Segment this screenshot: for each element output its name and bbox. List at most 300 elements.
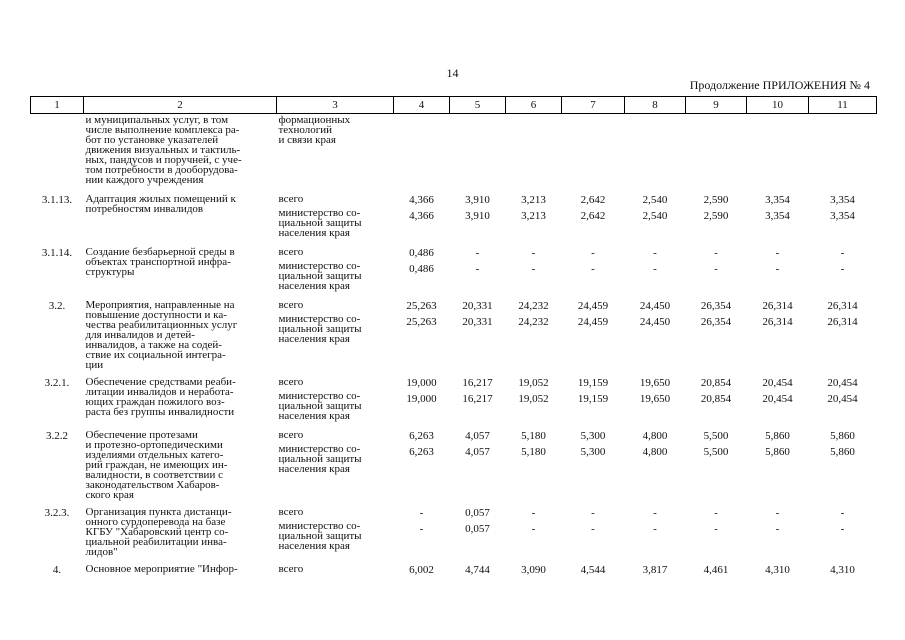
value: - <box>714 523 718 535</box>
row-name-line: ствие их социальной интегра- <box>85 349 226 361</box>
header-cell: 5 <box>450 97 506 114</box>
value-cell <box>747 193 809 240</box>
value: 4,310 <box>765 564 790 576</box>
table-body <box>31 114 877 583</box>
row-name-line: Мероприятия, направленные на <box>85 299 235 311</box>
row-name-line: циальной реабилитации инва- <box>85 536 227 548</box>
row-name <box>84 429 277 500</box>
value-cell <box>625 506 686 557</box>
executor-line: циальной защиты <box>278 400 362 412</box>
value: 5,300 <box>580 430 606 442</box>
row-spacer <box>31 576 877 582</box>
executor-entry <box>279 564 392 574</box>
row-name-line: ных, пандусов и поручней, с уче- <box>85 154 242 166</box>
row-name-line: Адаптация жилых помещений к <box>85 193 236 205</box>
budget-table <box>30 96 877 582</box>
value-cell <box>625 193 686 240</box>
row-name-line: числе выполнение комплекса ра- <box>85 124 240 136</box>
value-cell <box>450 376 506 423</box>
row-name-line: и муниципальных услуг, в том <box>85 114 229 126</box>
row-name-line: объектах транспортной инфра- <box>85 256 231 268</box>
value: 20,854 <box>700 393 732 405</box>
value-cell <box>686 563 747 576</box>
value: - <box>775 247 780 259</box>
row-number: 3.1.14. <box>41 247 73 259</box>
value-cell <box>506 246 562 293</box>
value-cell <box>450 114 506 186</box>
header-cell: 7 <box>562 97 625 114</box>
value-cell <box>747 299 809 370</box>
value: - <box>840 507 845 519</box>
header-cell: 6 <box>506 97 562 114</box>
value-cell <box>450 299 506 370</box>
value: 3,213 <box>521 210 546 222</box>
executor-line: и связи края <box>278 134 336 146</box>
value: 19,650 <box>639 377 671 389</box>
executor-line: населения края <box>278 280 350 292</box>
value-cell <box>394 193 450 240</box>
header-cell: 1 <box>31 97 84 114</box>
row-name-line: ции <box>85 359 104 371</box>
value: 20,454 <box>827 393 858 405</box>
value <box>564 115 623 145</box>
value: 2,642 <box>580 210 606 222</box>
header-cell: 11 <box>809 97 877 114</box>
executor-line: циальной защиты <box>278 270 362 282</box>
value: 4,800 <box>642 446 668 458</box>
value: 24,232 <box>518 316 549 328</box>
row-name-line: том потребности в дооборудова- <box>85 164 238 176</box>
value: - <box>475 263 480 275</box>
value: 0,486 <box>409 247 434 259</box>
value: 19,000 <box>406 393 437 405</box>
value-cell <box>506 114 562 186</box>
table-row <box>31 506 877 557</box>
value: 2,590 <box>703 194 729 206</box>
value: 20,454 <box>762 393 793 405</box>
row-number: 3.2.3. <box>44 507 70 519</box>
table-row <box>31 563 877 576</box>
value-cell <box>809 506 877 557</box>
value: - <box>840 523 845 535</box>
value: - <box>531 507 536 519</box>
value: 26,314 <box>827 300 858 312</box>
row-name-line: валидности, в соответствии с <box>85 469 223 481</box>
table-row <box>31 429 877 500</box>
value: 16,217 <box>462 393 493 405</box>
value: 24,450 <box>639 300 671 312</box>
value: - <box>775 263 780 275</box>
page-number: 14 <box>446 66 459 80</box>
value: 19,000 <box>406 377 437 389</box>
value: 24,232 <box>518 300 549 312</box>
value-cell <box>625 114 686 186</box>
value-cell <box>747 429 809 500</box>
value <box>811 115 875 145</box>
executor-entry <box>279 300 392 310</box>
executor-line: всего <box>278 299 304 311</box>
value-cell <box>506 299 562 370</box>
value: 3,090 <box>521 564 546 576</box>
row-name-line: литации инвалидов и неработа- <box>85 386 234 398</box>
header-cell: 9 <box>686 97 747 114</box>
executor-line: населения края <box>278 410 350 422</box>
row-name-line: Основное мероприятие "Инфор- <box>85 563 238 575</box>
executor-cell <box>277 193 394 240</box>
value: 6,263 <box>409 430 434 442</box>
row-number: 3.1.13. <box>41 194 73 206</box>
row-name-line: изделиями отдельных катего- <box>85 449 224 461</box>
row-name-line: лидов" <box>85 546 118 558</box>
executor-entry <box>279 391 392 421</box>
executor-cell <box>277 429 394 500</box>
executor-entry <box>279 521 392 551</box>
value: 5,860 <box>765 446 790 458</box>
value: 4,544 <box>580 564 606 576</box>
value: 5,180 <box>521 446 546 458</box>
value: 4,310 <box>830 564 855 576</box>
value: 6,263 <box>409 446 434 458</box>
executor-line: министерство со- <box>278 390 361 402</box>
value-cell <box>562 506 625 557</box>
value: 24,459 <box>577 316 609 328</box>
row-name-line: и протезно-ортопедическими <box>85 439 223 451</box>
value: 16,217 <box>462 377 493 389</box>
value-cell <box>686 506 747 557</box>
value: - <box>591 523 595 535</box>
value: - <box>591 263 595 275</box>
value: 5,860 <box>830 446 855 458</box>
value-cell <box>686 299 747 370</box>
value: 20,331 <box>462 316 493 328</box>
header-cell: 2 <box>84 97 277 114</box>
value: 25,263 <box>406 316 437 328</box>
executor-line: населения края <box>278 463 350 475</box>
value: 0,057 <box>465 523 490 535</box>
row-spacer-cell <box>31 576 877 582</box>
table-row <box>31 114 877 186</box>
row-name-line: Обеспечение протезами <box>85 429 198 441</box>
value-cell <box>809 563 877 576</box>
value-cell <box>562 299 625 370</box>
value-cell <box>686 193 747 240</box>
row-name-line: движения визуальных и тактиль- <box>85 144 241 156</box>
value-cell <box>450 246 506 293</box>
value: 4,366 <box>409 210 434 222</box>
value <box>508 115 560 145</box>
value: - <box>840 263 845 275</box>
value: 20,454 <box>762 377 793 389</box>
value-cell <box>450 193 506 240</box>
value: 3,213 <box>521 194 546 206</box>
value-cell <box>394 114 450 186</box>
executor-cell <box>277 246 394 293</box>
value-cell <box>686 376 747 423</box>
value-cell <box>562 376 625 423</box>
value: 2,590 <box>703 210 729 222</box>
value-cell <box>809 114 877 186</box>
value-cell <box>809 193 877 240</box>
row-name-line: Создание безбарьерной среды в <box>85 246 235 258</box>
executor-line: всего <box>278 246 304 258</box>
row-name-line: КГБУ "Хабаровский центр со- <box>85 526 229 538</box>
value <box>627 115 684 145</box>
value: - <box>714 263 718 275</box>
value-cell <box>747 506 809 557</box>
value: 19,052 <box>518 393 549 405</box>
value: 19,159 <box>577 377 609 389</box>
value-cell <box>450 506 506 557</box>
row-name-line: Организация пункта дистанци- <box>85 506 232 518</box>
row-name <box>84 246 277 293</box>
executor-entry <box>279 430 392 440</box>
executor-line: циальной защиты <box>278 217 362 229</box>
value: 4,744 <box>465 564 490 576</box>
header-cell: 4 <box>394 97 450 114</box>
value: 6,002 <box>409 564 434 576</box>
value-cell <box>809 429 877 500</box>
header-cell: 3 <box>277 97 394 114</box>
row-name <box>84 193 277 240</box>
table-row <box>31 193 877 240</box>
value: 24,450 <box>639 316 671 328</box>
value: 26,354 <box>700 316 732 328</box>
executor-line: населения края <box>278 227 350 239</box>
value-cell <box>394 506 450 557</box>
executor-entry <box>279 261 392 291</box>
executor-entry <box>279 115 392 145</box>
row-name-line: Обеспечение средствами реаби- <box>85 376 236 388</box>
value: 20,454 <box>827 377 858 389</box>
row-name-line: бот по установке указателей <box>85 134 219 146</box>
value-cell <box>506 376 562 423</box>
value-cell <box>809 299 877 370</box>
executor-line: министерство со- <box>278 313 361 325</box>
value: 20,854 <box>700 377 732 389</box>
value: 5,300 <box>580 446 606 458</box>
executor-entry <box>279 377 392 387</box>
executor-cell <box>277 114 394 186</box>
value-cell <box>747 563 809 576</box>
value: 0,486 <box>409 263 434 275</box>
executor-entry <box>279 507 392 517</box>
executor-line: населения края <box>278 540 350 552</box>
row-number: 3.2.2 <box>46 430 68 442</box>
executor-line: министерство со- <box>278 520 361 532</box>
row-name-line: инвалидов, а также на содей- <box>85 339 222 351</box>
value-cell <box>450 429 506 500</box>
row-name <box>84 299 277 370</box>
value: - <box>419 507 424 519</box>
value: 5,860 <box>765 430 790 442</box>
value: 19,052 <box>518 377 549 389</box>
executor-entry <box>279 314 392 344</box>
value: - <box>531 523 536 535</box>
continuation-title: Продолжение ПРИЛОЖЕНИЯ № 4 <box>689 78 870 92</box>
value-cell <box>394 246 450 293</box>
value: 5,500 <box>703 430 729 442</box>
value-cell <box>506 193 562 240</box>
value <box>688 115 745 145</box>
value: - <box>714 247 718 259</box>
row-name <box>84 376 277 423</box>
value: - <box>591 247 595 259</box>
value: - <box>653 507 657 519</box>
executor-entry <box>279 247 392 257</box>
value-cell <box>394 299 450 370</box>
value: 3,354 <box>830 210 855 222</box>
row-name-line: законодательством Хабаров- <box>85 479 220 491</box>
row-name-line: ющих граждан пожилого воз- <box>85 396 225 408</box>
value-cell <box>747 376 809 423</box>
value: 26,314 <box>762 316 793 328</box>
value: 19,650 <box>639 393 671 405</box>
value: 5,180 <box>521 430 546 442</box>
value-cell <box>747 114 809 186</box>
value: - <box>531 247 536 259</box>
value-cell <box>562 246 625 293</box>
executor-line: населения края <box>278 333 350 345</box>
header-row <box>31 97 877 114</box>
row-number <box>31 114 84 186</box>
executor-line: всего <box>278 429 304 441</box>
value: 2,540 <box>642 210 668 222</box>
row-name-line: для инвалидов и детей- <box>85 329 195 341</box>
executor-line: циальной защиты <box>278 530 362 542</box>
value: 20,331 <box>462 300 493 312</box>
value: 3,354 <box>765 210 790 222</box>
row-name <box>84 563 277 576</box>
row-number: 3.2.1. <box>44 377 70 389</box>
value: 2,540 <box>642 194 668 206</box>
executor-line: всего <box>278 506 304 518</box>
executor-line: министерство со- <box>278 207 361 219</box>
value: 3,910 <box>465 194 490 206</box>
row-name-line: чества реабилитационных услуг <box>85 319 238 331</box>
value-cell <box>809 246 877 293</box>
executor-line: всего <box>278 376 304 388</box>
executor-cell <box>277 299 394 370</box>
value: 26,314 <box>827 316 858 328</box>
executor-entry <box>279 194 392 204</box>
value: 3,817 <box>642 564 668 576</box>
value: 5,500 <box>703 446 729 458</box>
row-name <box>84 506 277 557</box>
value-cell <box>562 193 625 240</box>
executor-entry <box>279 444 392 474</box>
row-name-line: структуры <box>85 266 135 278</box>
value-cell <box>506 429 562 500</box>
value-cell <box>625 376 686 423</box>
executor-line: министерство со- <box>278 443 361 455</box>
value: 25,263 <box>406 300 437 312</box>
value-cell <box>562 114 625 186</box>
value: - <box>475 247 480 259</box>
value-cell <box>394 429 450 500</box>
row-name-line: онного сурдоперевода на базе <box>85 516 226 528</box>
executor-cell <box>277 563 394 576</box>
row-name-line: ского края <box>85 489 134 501</box>
value-cell <box>506 506 562 557</box>
value: - <box>591 507 595 519</box>
value: 4,461 <box>703 564 729 576</box>
value-cell <box>809 376 877 423</box>
value: 3,910 <box>465 210 490 222</box>
value: - <box>653 247 657 259</box>
row-name-line: потребностям инвалидов <box>85 203 204 215</box>
executor-line: министерство со- <box>278 260 361 272</box>
value-cell <box>625 246 686 293</box>
value: - <box>714 507 718 519</box>
row-name <box>84 114 277 186</box>
executor-line: формационных <box>278 114 351 126</box>
value: 4,057 <box>465 430 490 442</box>
value: 5,860 <box>830 430 855 442</box>
row-name-line: повышение доступности и ка- <box>85 309 227 321</box>
table-row <box>31 376 877 423</box>
executor-line: технологий <box>278 124 333 136</box>
executor-entry <box>279 208 392 238</box>
value-cell <box>506 563 562 576</box>
value: 3,354 <box>765 194 790 206</box>
value: 4,366 <box>409 194 434 206</box>
value <box>749 115 807 145</box>
value: 3,354 <box>830 194 855 206</box>
value-cell <box>562 429 625 500</box>
value: 2,642 <box>580 194 606 206</box>
value: - <box>653 263 657 275</box>
value <box>452 115 504 145</box>
value: 19,159 <box>577 393 609 405</box>
executor-cell <box>277 376 394 423</box>
executor-line: всего <box>278 563 304 575</box>
row-name-line: раста без группы инвалидности <box>85 406 235 418</box>
value-cell <box>747 246 809 293</box>
value-cell <box>562 563 625 576</box>
value: 26,314 <box>762 300 793 312</box>
value: - <box>419 523 424 535</box>
value-cell <box>625 429 686 500</box>
row-spacer-cell <box>31 185 877 193</box>
value-cell <box>686 246 747 293</box>
executor-line: циальной защиты <box>278 453 362 465</box>
value-cell <box>450 563 506 576</box>
value: 26,354 <box>700 300 732 312</box>
value: 4,057 <box>465 446 490 458</box>
value: - <box>775 523 780 535</box>
value: 24,459 <box>577 300 609 312</box>
row-name-line: нии каждого учреждения <box>85 174 204 186</box>
value-cell <box>686 114 747 186</box>
header-cell: 10 <box>747 97 809 114</box>
header-cell: 8 <box>625 97 686 114</box>
executor-line: всего <box>278 193 304 205</box>
value: 0,057 <box>465 507 490 519</box>
row-number: 4. <box>52 564 62 576</box>
table-row <box>31 246 877 293</box>
value-cell <box>625 299 686 370</box>
value: 4,800 <box>642 430 668 442</box>
table-row <box>31 299 877 370</box>
row-spacer <box>31 185 877 193</box>
row-number: 3.2. <box>48 300 66 312</box>
value: - <box>531 263 536 275</box>
executor-cell <box>277 506 394 557</box>
value: - <box>653 523 657 535</box>
value-cell <box>686 429 747 500</box>
value-cell <box>394 563 450 576</box>
value-cell <box>394 376 450 423</box>
